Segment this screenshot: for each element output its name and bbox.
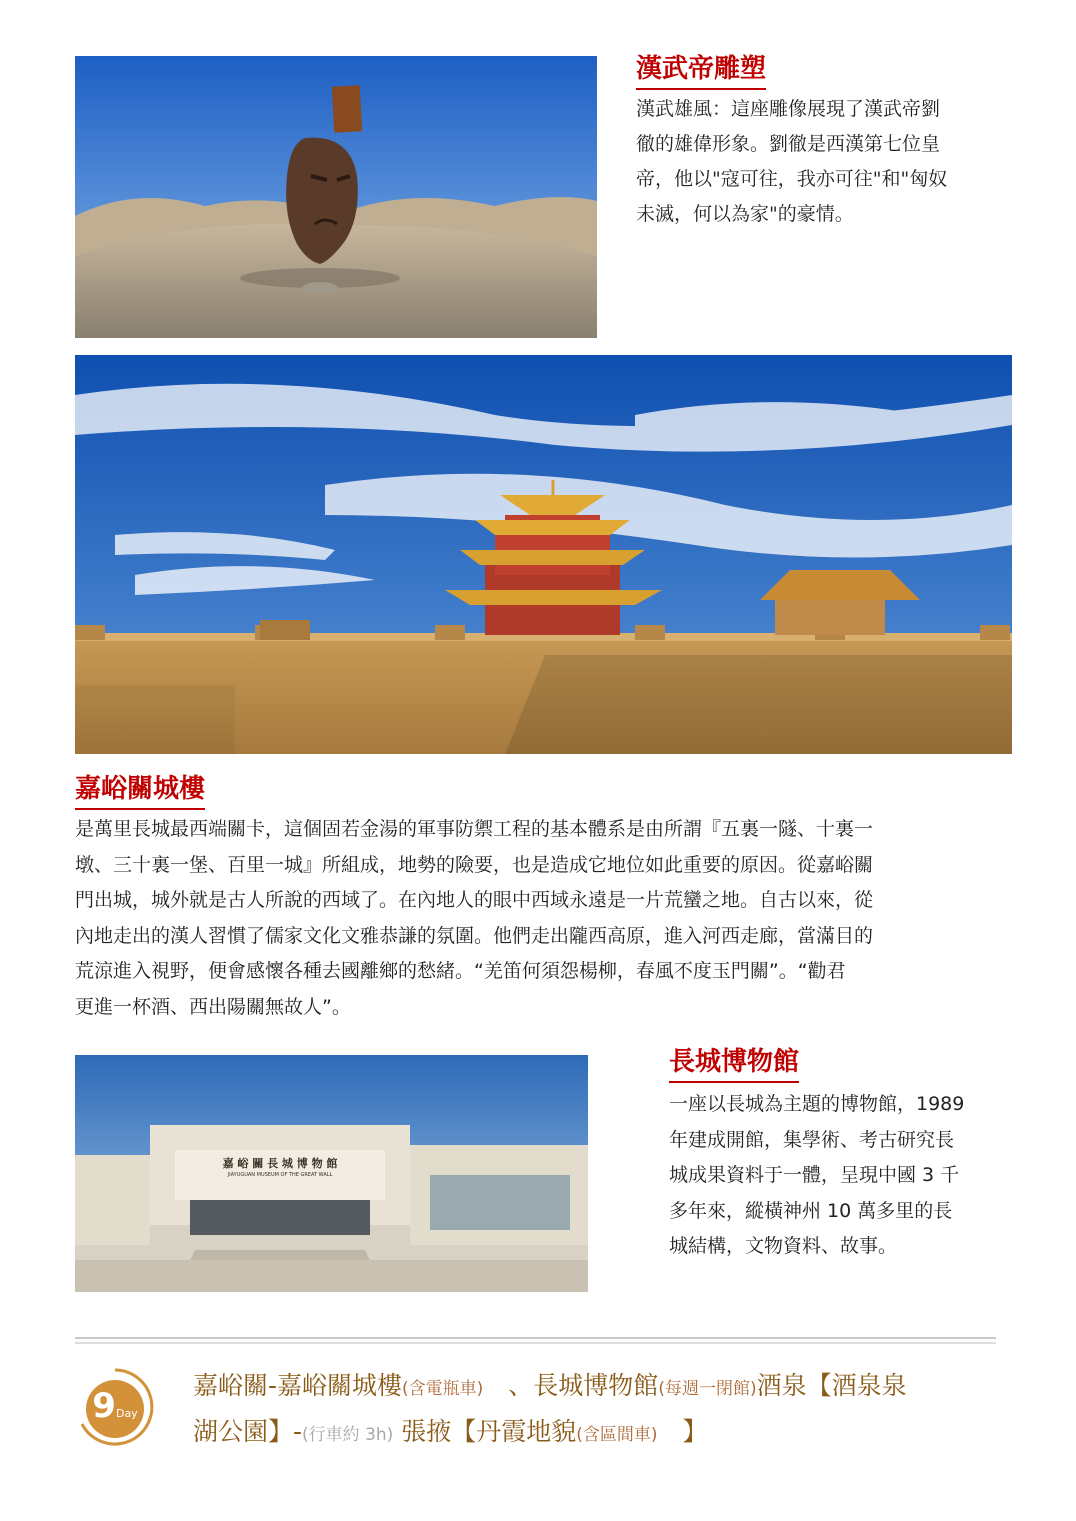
museum-sign-chinese: 嘉 峪 關 長 城 博 物 館 <box>222 1157 338 1170</box>
great-wall-museum-photo <box>75 1055 588 1292</box>
itinerary-text: 酒泉【酒泉泉 <box>756 1371 907 1400</box>
itinerary-note: (行車約 3h) <box>302 1425 394 1445</box>
han-wudi-line: 徹的雄偉形象。劉徹是西漢第七位皇 <box>636 133 941 155</box>
jiayuguan-tower-photo <box>75 355 1012 754</box>
jiayuguan-description <box>75 812 1005 1025</box>
han-wudi-line: 帝，他以"寇可往，我亦可往"和"匈奴 <box>636 168 948 190</box>
museum-line: 一座以長城為主題的博物館，1989 <box>669 1093 965 1115</box>
itinerary-divider <box>75 1342 996 1344</box>
museum-title: 長城博物館 <box>669 1045 799 1083</box>
itinerary-divider <box>75 1337 996 1339</box>
itinerary-note: (含區間車) <box>576 1425 658 1445</box>
museum-line: 年建成開館，集學術、考古研究長 <box>669 1128 955 1151</box>
museum-line: 多年來，縱橫神州 10 萬多里的長 <box>669 1199 953 1222</box>
han-wudi-description <box>636 92 996 232</box>
han-wudi-line: 漢武雄風：這座雕像展現了漢武帝劉 <box>636 98 941 120</box>
itinerary-text: 張掖【丹霞地貌 <box>393 1417 577 1446</box>
jiayuguan-line: 門出城，城外就是古人所說的西域了。在內地人的眼中西域永遠是一片荒蠻之地。自古以來，從 <box>75 889 874 911</box>
jiayuguan-title: 嘉峪關城樓 <box>75 772 205 810</box>
itinerary-text: 湖公園】- <box>193 1417 303 1446</box>
museum-description <box>669 1087 1009 1265</box>
museum-line: 城成果資料于一體，呈現中國 3 千 <box>669 1164 960 1186</box>
museum-sign-english: JIAYUGUAN MUSEUM OF THE GREAT WALL <box>227 1172 333 1178</box>
itinerary-line-2 <box>193 1410 1013 1457</box>
jiayuguan-line: 墩、三十裏一堡、百里一城』所組成，地勢的險要，也是造成它地位如此重要的原因。從嘉峪關 <box>75 853 874 876</box>
day-badge <box>70 1362 160 1452</box>
han-wudi-sculpture-photo <box>75 56 597 338</box>
itinerary-text: 】 <box>657 1417 708 1446</box>
museum-line: 城結構，文物資料、故事。 <box>669 1235 898 1257</box>
day-number: 9 <box>92 1386 116 1426</box>
han-wudi-line: 未滅，何以為家"的豪情。 <box>636 203 854 225</box>
jiayuguan-line: 是萬里長城最西端關卡，這個固若金湯的軍事防禦工程的基本體系是由所謂『五裏一隧、十裏一 <box>75 818 874 840</box>
itinerary-text: 、長城博物館 <box>483 1371 659 1400</box>
itinerary-note: (含電瓶車) <box>402 1379 484 1399</box>
itinerary-note: (每週一閉館) <box>658 1379 757 1399</box>
jiayuguan-line: 荒涼進入視野，便會感懷各種去國離鄉的愁緒。“羌笛何須怨楊柳，春風不度玉門關”。“勸君 <box>75 960 846 982</box>
itinerary-text: 嘉峪關-嘉峪關城樓 <box>193 1371 403 1400</box>
jiayuguan-line: 內地走出的漢人習慣了儒家文化文雅恭謙的氛圍。他們走出隴西高原，進入河西走廊，當滿目的 <box>75 924 874 947</box>
day-badge-text <box>86 1386 144 1426</box>
jiayuguan-line: 更進一杯酒、西出陽關無故人”。 <box>75 995 351 1018</box>
itinerary-line-1 <box>193 1364 1013 1411</box>
day-label: Day <box>115 1407 138 1420</box>
han-wudi-title: 漢武帝雕塑 <box>636 52 766 90</box>
